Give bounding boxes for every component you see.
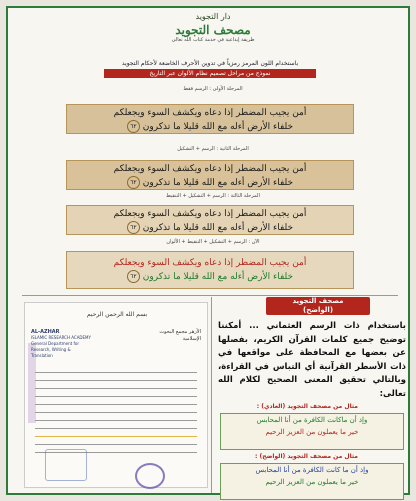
example-1-line-1: وإذ أن ماكانت الكافرة من أنا المحابس — [256, 416, 368, 424]
page-title: مصحف التجويد — [175, 23, 251, 37]
letter-english-institution: AL-AZHAR ISLAMIC RESEARCH ACADEMY General Department for Research, Writing & Translation — [31, 329, 91, 358]
verse-card-stage-2 — [66, 160, 354, 190]
verse-line-2: خلفاء الأرض أءله مع الله قليلا ما تذكرون ٦٢ — [67, 270, 353, 284]
intro-text: باستخدام اللون المرمز رمزياً في تدوين الأحرف الخاضعة لأحكام التجويد — [121, 60, 299, 67]
panel-heading: مصحف التجويد (الواضح) — [266, 297, 370, 315]
verse-line-1: أمن يجيب المضطر إذا دعاه ويكشف السوء ويجعلكم — [113, 209, 307, 219]
verse-line-1: أمن يجيب المضطر إذا دعاه ويكشف السوء ويجعلكم — [113, 164, 307, 174]
stage-label-1: المرحلة الأولى : الرسم فقط — [183, 86, 243, 92]
verse-number-icon: ٦٢ — [127, 176, 140, 189]
header — [148, 12, 278, 62]
verse-card-stage-1 — [66, 104, 354, 134]
section-divider — [22, 295, 398, 296]
verse-line-1: أمن يجيب المضطر إذا دعاه ويكشف السوء ويجعلكم — [113, 258, 307, 268]
page-subtitle: طريقة إبداعية في خدمة كتاب الله تعالى — [171, 37, 255, 43]
verse-number-icon: ٦٢ — [127, 120, 140, 133]
example-1-line-2: خير ما يعملون من العزيز الرحيم — [265, 428, 359, 436]
verse-card-stage-4 — [66, 251, 354, 289]
stages-banner: نموذج من مراحل تصميم نظام الألوان عبر التاريخ — [104, 69, 316, 78]
example-2-box — [220, 463, 404, 500]
example-1-label: مثال من مصحف التجويد (العادي) : — [256, 403, 358, 410]
stage-label-2: المرحلة الثانية : الرسم + التشكيل — [177, 146, 249, 152]
example-2-line-1: وإذ أن ما كانت الكافرة من أنا المحابس — [255, 466, 369, 474]
letter-body-lines — [35, 365, 197, 460]
verse-line-2: خلفاء الأرض أءله مع الله قليلا ما تذكرون ٦٢ — [67, 221, 353, 235]
verse-line-2: خلفاء الأرض أءله مع الله قليلا ما تذكرون ٦٢ — [67, 120, 353, 134]
stage-label-3: المرحلة الثالثة : الرسم + التشكيل + التنقيط — [166, 193, 260, 199]
example-2-label: مثال من مصحف التجويد (الواضح) : — [255, 453, 358, 460]
stage-label-4: الآن : الرسم + التشكيل + التنقيط + الألوان — [166, 239, 260, 245]
verse-line-2: خلفاء الأرض أءله مع الله قليلا ما تذكرون ٦٢ — [67, 176, 353, 190]
azhar-letter-image — [24, 302, 208, 488]
example-2-line-2: خير ما يعملون من العزيز الرحيم — [265, 478, 359, 486]
stamp-icon — [45, 449, 87, 481]
verse-card-stage-3 — [66, 205, 354, 235]
seal-icon — [135, 463, 165, 489]
column-divider — [211, 297, 212, 493]
verse-number-icon: ٦٢ — [127, 221, 140, 234]
verse-line-1: أمن يجيب المضطر إذا دعاه ويكشف السوء ويجعلكم — [113, 108, 307, 118]
example-1-box — [220, 413, 404, 450]
letter-arabic-institution: الأزهر مجمع البحوث الإسلامية — [159, 329, 201, 342]
panel-body-text: باستخدام ذات الرسم العثماني ... أمكننا توضيح جميع كلمات القرآن الكريم، بفصلها عن بعضها مع المحافظة على مواقعها في ذات الأسطر القرآنية أي التباس في القراءة، وبالتالي تحقيق المعنى الصحيح لكلام الله تعالى: — [218, 321, 406, 399]
page-frame — [6, 6, 410, 495]
verse-number-icon: ٦٢ — [127, 270, 140, 283]
logo-text: دار التجويد — [195, 12, 231, 21]
letter-basmala: بسم الله الرحمن الرحيم — [86, 311, 148, 318]
